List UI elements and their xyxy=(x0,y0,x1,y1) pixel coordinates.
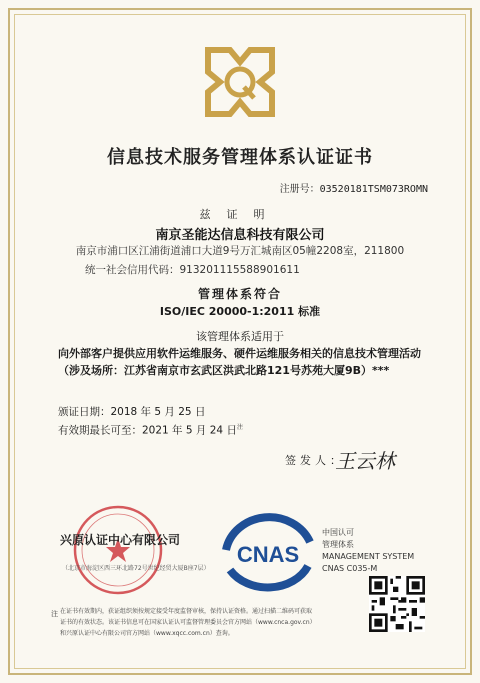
official-seal-icon xyxy=(58,500,173,600)
certification-emblem-icon xyxy=(200,42,280,122)
cnas-logo-icon xyxy=(218,512,318,598)
issue-date: 颁证日期：2018 年 5 月 25 日 xyxy=(58,406,206,418)
valid-until-date: 有效期最长可至：2021 年 5 月 24 日$^注$ xyxy=(58,424,243,437)
footer-notes: 在证书有效期内，获证组织须按规定接受年度监督审核，保持认证资格。通过扫描二维码可获取 证书的有效状态。该证书信息可在国家认证认可监督管理委员会官方网站（www.cnca.gov.cn） 和兴原认证中心有限公司官方网站（www.xqcc.com.cn）查询。 xyxy=(60,608,316,637)
page-title: 信息技术服务管理体系认证证书 xyxy=(107,147,373,168)
certify-heading: 兹证明 xyxy=(199,208,281,221)
registration-label: 注册号： xyxy=(279,184,320,195)
cnas-accreditation-text: 中国认可 管理体系 MANAGEMENT SYSTEM CNAS C035-M xyxy=(322,528,415,573)
registration-number xyxy=(280,180,428,195)
standard-name: ISO/IEC 20000-1:2011 标准 xyxy=(159,305,321,318)
cnas-logo-text: CNAS xyxy=(236,542,300,567)
note-marker: 注 xyxy=(51,610,58,618)
conformity-statement: 管理体系符合 xyxy=(197,287,282,301)
certification-scope: 向外部客户提供应用软件运维服务、硬件运维服务相关的信息技术管理活动（涉及场所：江苏省南京市玄武区洪武北路121号苏苑大厦9B）*** xyxy=(58,347,421,377)
issuer-address: （北京市海淀区西三环北路72号世纪经贸大厦B座7层） xyxy=(62,565,210,572)
signer-label: 签发人： xyxy=(285,454,345,467)
registration-value: 03520181TSM073ROMN xyxy=(319,184,428,195)
company-name: 南京圣能达信息科技有限公司 xyxy=(155,228,325,243)
signature: 王云林 xyxy=(335,449,395,473)
credit-code xyxy=(85,262,300,277)
applies-statement: 该管理体系适用于 xyxy=(196,330,284,343)
company-address: 南京市浦口区江浦街道浦口大道9号万汇城南区05幢2208室，211800 xyxy=(75,245,405,257)
qr-code-icon xyxy=(369,576,425,632)
credit-code-label: 统一社会信用代码： xyxy=(85,264,180,276)
issuer-name: 兴原认证中心有限公司 xyxy=(60,533,181,547)
validity-dates xyxy=(58,405,243,439)
credit-code-value: 913201115588901611 xyxy=(179,264,300,276)
